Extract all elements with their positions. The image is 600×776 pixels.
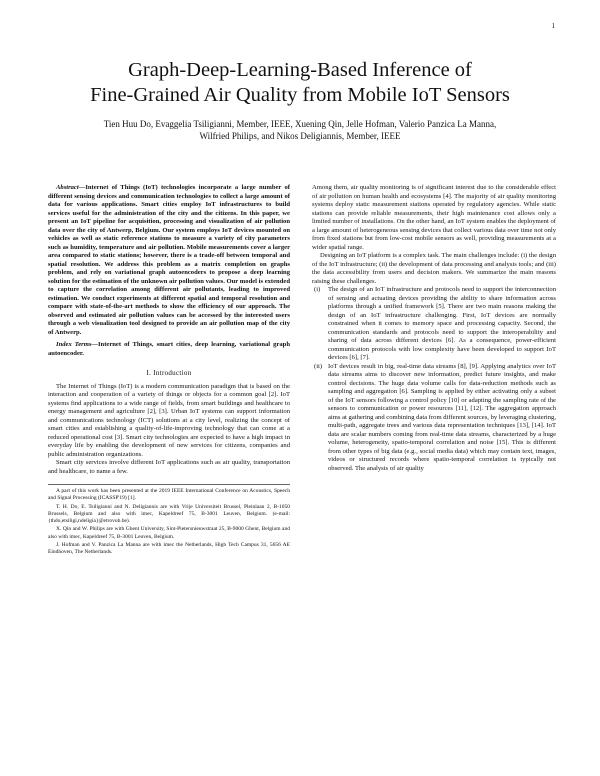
abstract [48, 184, 290, 337]
list-item-text: The design of an IoT infrastructure and protocols need to support the interconnection of sensing and actuating devices providing the ability to share information across platforms through a unified framework [5]. There are two main reasons making the design of an IoT infrastructure challenging. First, IoT devices are normally constrained when it comes to memory space and processing capacity. Second, the communication standards and protocols need to support the interoperability and sharing of data across different devices [6]. As a consequence, power-efficient communication protocols with low complexity have been developed to support IoT devices [6], [7]. [328, 286, 556, 361]
list-item [312, 363, 556, 474]
body-paragraph: Designing an IoT platform is a complex task. The main challenges include: (i) the design of the IoT infrastructure; (ii) the development of data processing and analysis tools; and (iii) the data accessibility from users and decision makers. We summarize the main reasons raising these challenges. [312, 252, 556, 285]
page-number: 1 [551, 22, 555, 30]
list-item-text: IoT devices result in big, real-time data streams [8], [9]. Applying analytics over IoT data streams aims to discover new information, predict future insights, and make control decisions. The huge data volume calls for data-reduction methods such as sampling and aggregation [6]. Sampling is applied by either activating only a subset of the IoT sensors following a control policy [10] or adapting the sampling rate of the sensors to communication or power resources [11], [12]. The aggregation approach aims at gathering and combining data from different sources, by leveraging clustering, multi-path, aggregate trees and various data representation techniques [13], [14]. IoT data are scalar numbers coming from real-time data streams, characterized by a huge volume, heterogeneity, spatio-temporal correlation and noise [15]. This is different from other types of big data (e.g., social media data) which may contain text, images, videos or structured records where spatio-temporal correlation is typically not observed. The analysis of air quality [328, 362, 556, 472]
title-line-1: Graph-Deep-Learning-Based Inference of [128, 59, 472, 81]
abstract-label: Abstract [56, 184, 79, 191]
authors-line-2: Wilfried Philips, and Nikos Deligiannis, Member, IEEE [199, 131, 401, 141]
title-line-2: Fine-Grained Air Quality from Mobile IoT Sensors [90, 84, 510, 106]
section-heading-introduction: I. Introduction [146, 369, 192, 377]
footnotes [48, 484, 290, 557]
intro-paragraph-1: The Internet of Things (IoT) is a modern communication paradigm that is based on the interaction and cooperation of a variety of things or objects for a common goal [2]. IoT systems find applications to a wide range of fields, from smart buildings and healthcare to energy management and agriculture [2], [3]. Urban IoT systems can support information and communications technology (ICT) solutions at a city level, realizing the concept of smart cities and establishing a quality-of-life-improving technology that can come at a reduced operational cost [3]. Smart city technologies are expected to have a high impact in everyday life by enabling the development of new services for citizens, companies and public administration organizations. [48, 382, 290, 458]
authors-line-1: Tien Huu Do, Evaggelia Tsiligianni, Member, IEEE, Xuening Qin, Jelle Hofman, Valerio Panzica La Manna, [103, 119, 497, 129]
right-column [312, 184, 556, 473]
footnote: J. Hofman and V. Panzica La Manna are with imec the Netherlands, High Tech Campus 31, 5656 AE Eindhoven, The Netherlands. [48, 542, 290, 556]
footnote: T. H. Do, E. Tsiligianni and N. Deligiannis are with Vrije Universiteit Brussel, Pleinlaan 2, B-1050 Brussels, Belgium and also with imec, Kapeldreef 75, B-3001 Leuven, Belgium. (e-mail: {thdo,etsiligi,ndeligia}@etrovub.be). [48, 503, 290, 525]
footnote: A part of this work has been presented at the 2019 IEEE International Conference on Acoustics, Speech and Signal Processing (ICASSP'19) [1]. [48, 488, 290, 502]
abstract-text: —Internet of Things (IoT) technologies incorporate a large number of different sensing devices and communication technologies to collect a large amount of data for various applications. Smart cities employ IoT infrastructures to build services useful for the administration of the city and the citizens. In this paper, we present an IoT pipeline for acquisition, processing and visualization of air pollution data over the city of Antwerp, Belgium. Our system employs IoT devices mounted on vehicles as well as static reference stations to measure a variety of city parameters such as humidity, temperature and air pollution. Mobile measurements cover a larger area compared to static stations; however, there is a trade-off between temporal and spatial resolution. We address this problem as a matrix completion on graphs problem, and rely on variational graph autoencoders to propose a deep learning solution for the estimation of the unknown air pollution values. Our model is extended to capture the correlation among different air pollutants, leading to improved estimation. We conduct experiments at different spatial and temporal resolution and compare with state-of-the-art methods to show the efficiency of our approach. The observed and estimated air pollution values can be accessed by the interested users through a web visualization tool designed to provide an air pollution map of the city of Antwerp. [48, 184, 290, 336]
list-marker: (ii) [314, 362, 323, 370]
paper-title [0, 58, 600, 108]
body-paragraph: Among them, air quality monitoring is of significant interest due to the considerable effect of air pollution on human health and ecosystems [4]. The majority of air quality monitoring systems deploy static measurement stations operated by regulatory agencies. While static stations can provide reliable measurements, their high maintenance cost allows only a limited number of installations. On the other hand, an IoT system enables the deployment of a large amount of heterogeneous sensing devices that collect various data over time not only from fixed stations but from low-cost mobile sensors as well, providing measurements at a wider spatial range. [312, 184, 556, 251]
index-terms [48, 341, 290, 358]
intro-paragraph-2: Smart city services involve different IoT applications such as air quality, transportation and healthcare, to name a few. [48, 459, 290, 475]
author-list [0, 118, 600, 142]
left-column [48, 184, 290, 558]
index-terms-label: Index Terms [56, 341, 92, 348]
challenge-list [312, 286, 556, 473]
list-item [312, 286, 556, 363]
index-terms-text: —Internet of Things, smart cities, deep learning, variational graph autoencoder. [48, 341, 290, 357]
list-marker: (i) [314, 286, 321, 293]
footnote: X. Qin and W. Philips are with Ghent University, Sint-Pietersnieuwstraat 25, B-9000 Ghent, Belgium and also with imec, Kapeldreef 75, B-3001 Leuven, Belgium. [48, 526, 290, 540]
